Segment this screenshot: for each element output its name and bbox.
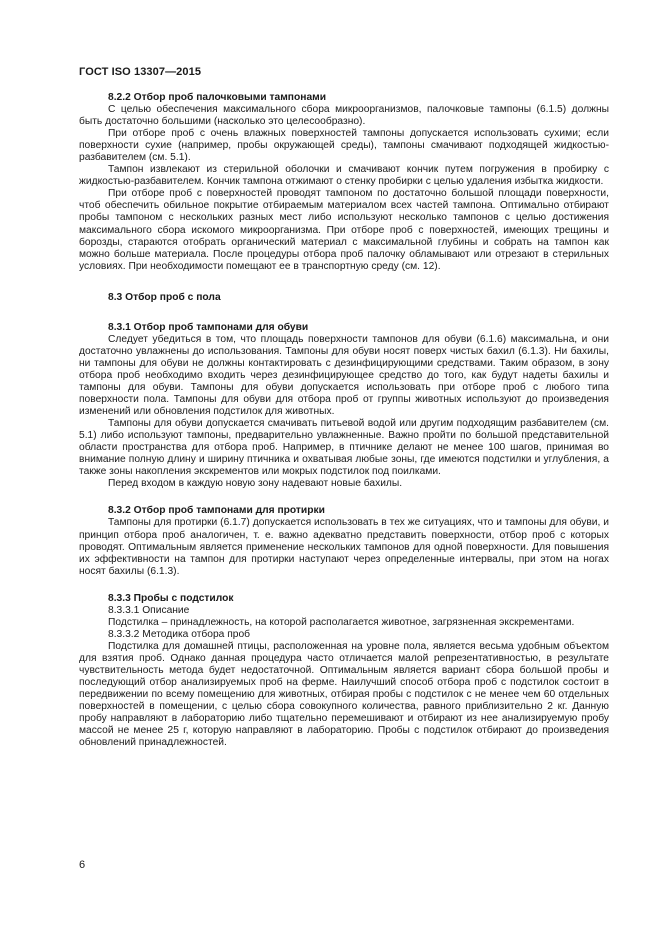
section-8-3-3-2-subheading: 8.3.3.2 Методика отбора проб bbox=[108, 628, 251, 640]
standard-header: ГОСТ ISO 13307—2015 bbox=[79, 66, 202, 78]
section-8-2-2-heading: 8.2.2 Отбор проб палочковыми тампонами bbox=[108, 92, 327, 103]
section-8-3-2-heading: 8.3.2 Отбор проб тампонами для протирки bbox=[108, 505, 325, 517]
section-8-2-2-paragraph-2: При отборе проб с очень влажных поверхностей тампоны допускается использовать сухими; если поверхности сухие (например, пробы окружающей среды), тампоны смачивают подходящей жидкостью-разбавителем (см. 5.1). bbox=[79, 128, 609, 164]
section-8-3-3-heading: 8.3.3 Пробы с подстилок bbox=[108, 592, 234, 604]
section-8-3-heading: 8.3 Отбор проб с пола bbox=[108, 291, 221, 303]
section-8-3-1-heading: 8.3.1 Отбор проб тампонами для обуви bbox=[108, 321, 309, 333]
section-8-2-2-paragraph-4: При отборе проб с поверхностей проводят тампоном по достаточно большой площади поверхности, чтоб обеспечить обильное покрытие отбираемым материалом всех частей тампона. Оптимально отбирают пробы тампоном с нескольких разных мест либо используют несколько тампонов с целью достижения максимального сбора искомого микроорганизма. При отборе проб с поверхностей, имеющих трещины и борозды, стараются отобрать органический материал с максимальной глубины и собрать на тампон как можно больше материала. После процедуры отбора проб палочку обламывают или отрезают в стерильных условиях. При необходимости помещают ее в транспортную среду (см. 12). bbox=[79, 188, 609, 272]
section-8-3-3-1-paragraph: Подстилка – принадлежность, на которой располагается животное, загрязненная экскрементами. bbox=[108, 616, 575, 628]
section-8-2-2-paragraph-3: Тампон извлекают из стерильной оболочки и смачивают кончик путем погружения в пробирку с жидкостью-разбавителем. Кончик тампона отжимают о стенку пробирки с целью удаления избытка жидкости. bbox=[79, 164, 609, 188]
section-8-2-2-paragraph-1: С целью обеспечения максимального сбора микроорганизмов, палочковые тампоны (6.1.5) должны быть достаточно большими (насколько это целесообразно). bbox=[79, 104, 609, 128]
section-8-3-1-paragraph-2: Тампоны для обуви допускается смачивать питьевой водой или другим подходящим разбавителем (см. 5.1) либо используют тампоны, предварительно увлажненные. Важно пройти по большой представительной области пространства для отбора проб. Например, в птичнике делают не менее 100 шагов, принимая во внимание полную длину и ширину птичника и охватывая любые зоны, где имеются подстилки и углубления, а также зоны накопления экскрементов или мокрых подстилок под поилками. bbox=[79, 418, 609, 478]
section-8-3-2-paragraph-1: Тампоны для протирки (6.1.7) допускается использовать в тех же ситуациях, что и тампоны для обуви, и принцип отбора проб аналогичен, т. е. важно адекватно представить поверхности, отбор проб с которых проводят. Оптимальным является применение нескольких тампонов для одной поверхности. Для повышения их эффективности на тампон для протирки наступают через определенные интервалы, при этом на ногах носят бахилы (6.1.3). bbox=[79, 517, 609, 577]
page-number: 6 bbox=[79, 859, 86, 871]
page-content bbox=[79, 92, 609, 749]
section-8-3-3-1-subheading: 8.3.3.1 Описание bbox=[108, 604, 190, 616]
section-8-3-1-paragraph-3: Перед входом в каждую новую зону надевают новые бахилы. bbox=[108, 478, 403, 490]
section-8-3-1-paragraph-1: Следует убедиться в том, что площадь поверхности тампонов для обуви (6.1.6) максимальна, и они достаточно увлажнены до использования. Тампоны для обуви носят поверх чистых бахил (6.1.3). Ни бахилы, ни тампоны для обуви не должны контактировать с дезинфицирующими средствами. Таким образом, в зону отбора проб необходимо входить через дезинфицирующее средство до того, как будут надеты бахилы и тампоны для обуви. Тампоны для обуви допускается использовать при отборе проб с любого типа поверхности пола. Тампоны для обуви для отбора проб от группы животных используют до произведения изменений или обновления подстилок для животных. bbox=[79, 333, 609, 418]
section-8-3-3-2-paragraph: Подстилка для домашней птицы, расположенная на уровне пола, является весьма удобным объектом для взятия проб. Однако данная процедура часто отличается малой репрезентативностью, в результате чувствительность метода будет недостаточной. Оптимальным является вариант сбора большой пробы и последующий отбор анализируемых проб на ферме. Наилучший способ отбора проб с подстилок состоит в передвижении по всему помещению для животных, отбирая пробы с подстилок с не менее чем 60 отдельных поверхностей в помещении, с целью сбора совокупного количества, равного приблизительно 2 кг. Данную пробу направляют в лабораторию либо тщательно перемешивают и отбирают из нее анализируемую пробу массой не менее 25 г, которую направляют в лабораторию. Пробы с подстилок отбирают до произведения обновлений принадлежностей. bbox=[79, 640, 609, 749]
